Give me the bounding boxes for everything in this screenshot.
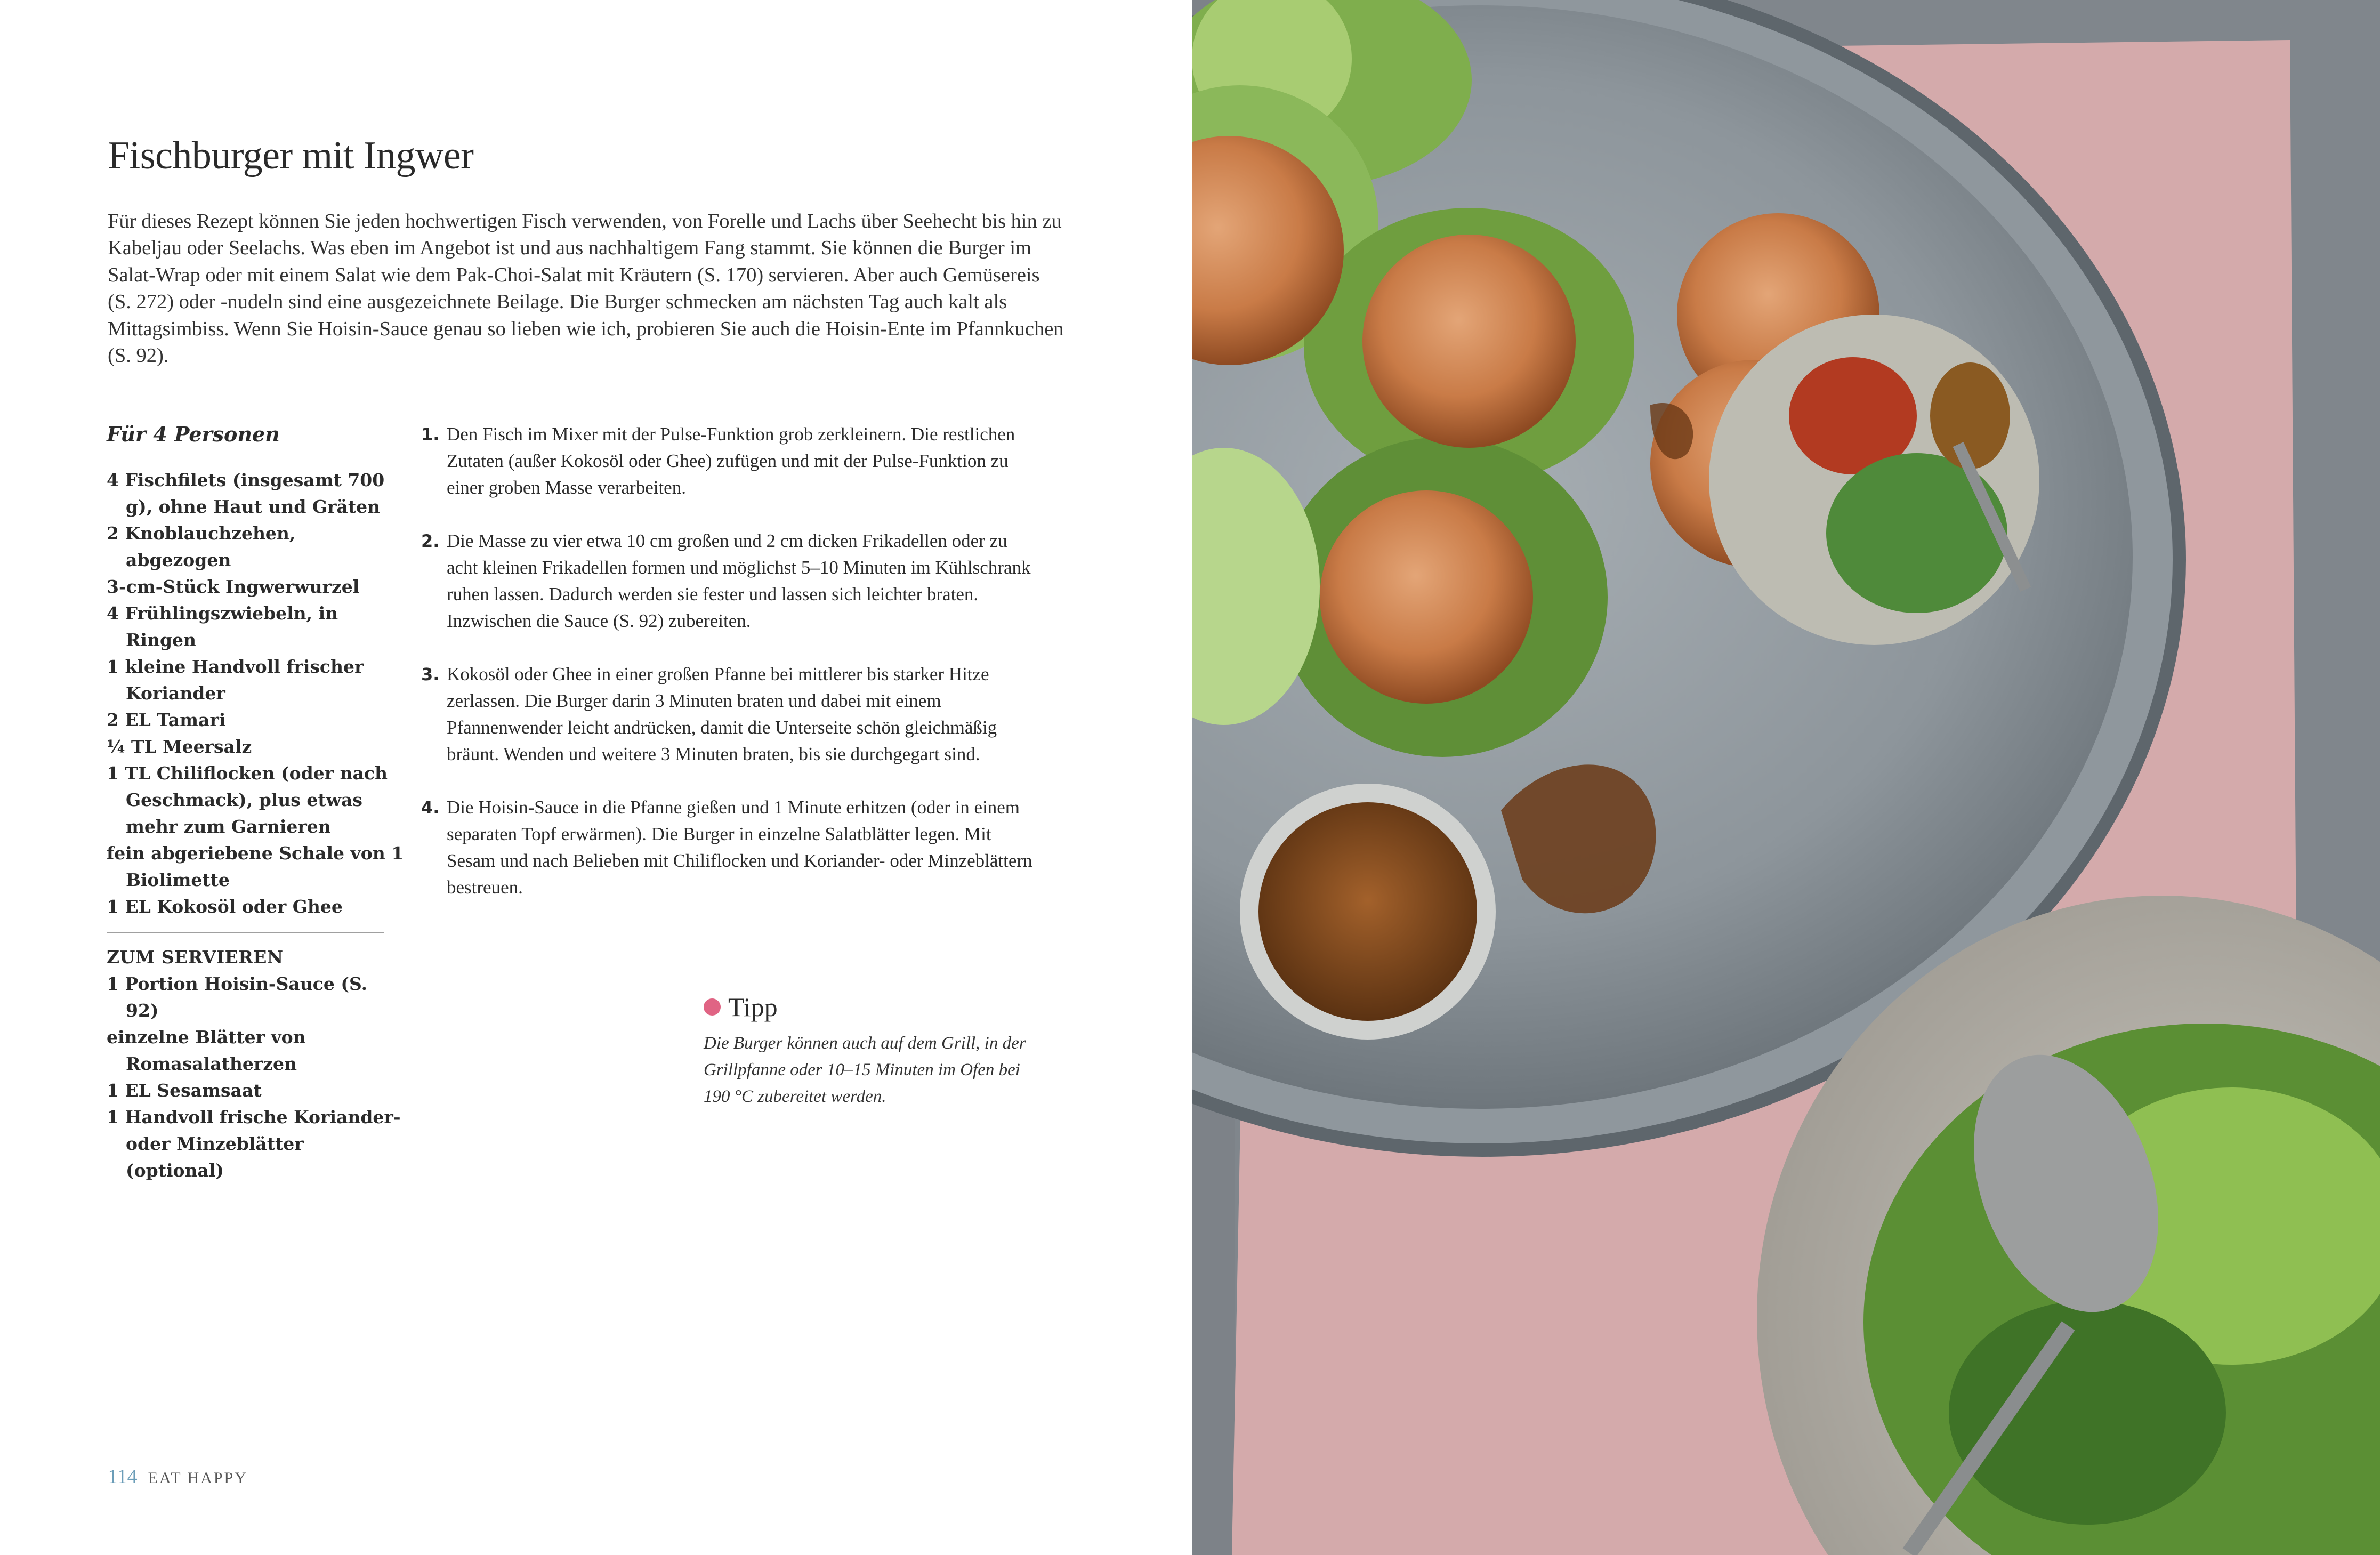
step-number: 3.: [421, 664, 440, 684]
method-step: [421, 528, 1039, 634]
servings-heading: Für 4 Personen: [107, 422, 280, 446]
ingredients-column: [107, 421, 405, 1184]
ingredient-item: 1 kleine Handvoll frischer Koriander: [107, 656, 364, 704]
serving-item: einzelne Blätter von Romasalatherzen: [107, 1027, 306, 1074]
step-number: 1.: [421, 424, 440, 445]
tip-box: [704, 992, 1045, 1110]
ingredient-list: [107, 467, 405, 920]
hoisin-sauce: [1258, 802, 1477, 1021]
book-title: EAT HAPPY: [148, 1469, 248, 1487]
serving-heading: ZUM SERVIEREN: [107, 947, 284, 968]
ingredient-item: 1 EL Kokosöl oder Ghee: [107, 896, 343, 917]
method-step: [421, 421, 1039, 501]
spoon: [1930, 362, 2010, 469]
page-footer: [108, 1465, 248, 1488]
step-number: 2.: [421, 531, 440, 551]
tip-heading: [704, 992, 1045, 1022]
tip-dot-icon: [704, 998, 721, 1016]
step-text: Die Hoisin-Sauce in die Pfanne gießen und 1 Minute erhitzen (oder in einem separaten Topf erwärmen). Die Burger in einzelne Salatblätter legen. Mit Sesam und nach Belieben mit Chiliflocken und Koriander- oder Minzeblättern bestreuen.: [447, 797, 1032, 898]
ingredient-item: 4 Frühlingszwiebeln, in Ringen: [107, 603, 338, 650]
ingredient-item: 4 Fischfilets (insgesamt 700 g), ohne Haut und Gräten: [107, 470, 385, 517]
coriander-leaves: [1826, 453, 2007, 613]
step-text: Die Masse zu vier etwa 10 cm großen und 2 cm dicken Frikadellen oder zu acht kleinen Frikadellen formen und möglichst 5–10 Minuten im Kühlschrank ruhen lassen. Dadurch werden sie fester und lassen sich leichter braten. Inzwischen die Sauce (S. 92) zubereiten.: [447, 530, 1031, 631]
fish-burger: [1362, 235, 1576, 448]
serving-list: [107, 971, 405, 1184]
step-text: Kokosöl oder Ghee in einer großen Pfanne bei mittlerer bis starker Hitze zerlassen. Die Burger darin 3 Minuten braten und dabei mit einem Pfannenwender leicht andrücken, damit die Unterseite schön gleichmäßig bräunt. Wenden und weitere 3 Minuten braten, bis sie durchgegart sind.: [447, 664, 997, 764]
method-step: [421, 661, 1039, 768]
ingredient-item: fein abgeriebene Schale von 1 Biolimette: [107, 843, 404, 890]
method-step: [421, 794, 1039, 901]
ingredient-item: ¼ TL Meersalz: [107, 736, 252, 757]
tip-text: Die Burger können auch auf dem Grill, in der Grillpfanne oder 10–15 Minuten im Ofen bei 190 °C zubereitet werden.: [704, 1034, 1026, 1106]
serving-item: 1 Handvoll frische Koriander- oder Minzeblätter (optional): [107, 1107, 401, 1181]
serving-item: 1 Portion Hoisin-Sauce (S. 92): [107, 973, 368, 1021]
ingredient-divider: [107, 932, 384, 933]
recipe-title: Fischburger mit Ingwer: [108, 134, 474, 178]
page-number: 114: [108, 1465, 138, 1488]
recipe-intro: Für dieses Rezept können Sie jeden hochwertigen Fisch verwenden, von Forelle und Lachs über Seehecht bis hin zu Kabeljau oder Seelachs. Was eben im Angebot ist und aus nachhaltigem Fang stammt. Sie können die Burger im Salat-Wrap oder mit einem Salat wie dem Pak-Choi-Salat mit Kräutern (S. 170) servieren. Aber auch Gemüsereis (S. 272) oder -nudeln sind eine ausgezeichnete Beilage. Die Burger schmecken am nächsten Tag auch kalt als Mittagsimbiss. Wenn Sie Hoisin-Sauce genau so lieben wie ich, probieren Sie auch die Hoisin-Ente im Pfannkuchen (S. 92).: [108, 210, 1064, 367]
tip-title: Tipp: [728, 992, 778, 1022]
method-steps: [421, 421, 1039, 928]
ingredient-item: 3-cm-Stück Ingwerwurzel: [107, 576, 360, 597]
ingredient-item: 1 TL Chiliflocken (oder nach Geschmack), plus etwas mehr zum Garnieren: [107, 763, 388, 837]
food-photo: [1192, 0, 2380, 1555]
fish-burger: [1320, 490, 1533, 704]
step-text: Den Fisch im Mixer mit der Pulse-Funktion grob zerkleinern. Die restlichen Zutaten (außer Kokosöl oder Ghee) zufügen und mit der Pulse-Funktion zu einer groben Masse verarbeiten.: [447, 424, 1015, 498]
ingredient-item: 2 EL Tamari: [107, 710, 226, 730]
ingredient-item: 2 Knoblauchzehen, abgezogen: [107, 523, 296, 570]
serving-item: 1 EL Sesamsaat: [107, 1080, 262, 1101]
step-number: 4.: [421, 797, 440, 818]
